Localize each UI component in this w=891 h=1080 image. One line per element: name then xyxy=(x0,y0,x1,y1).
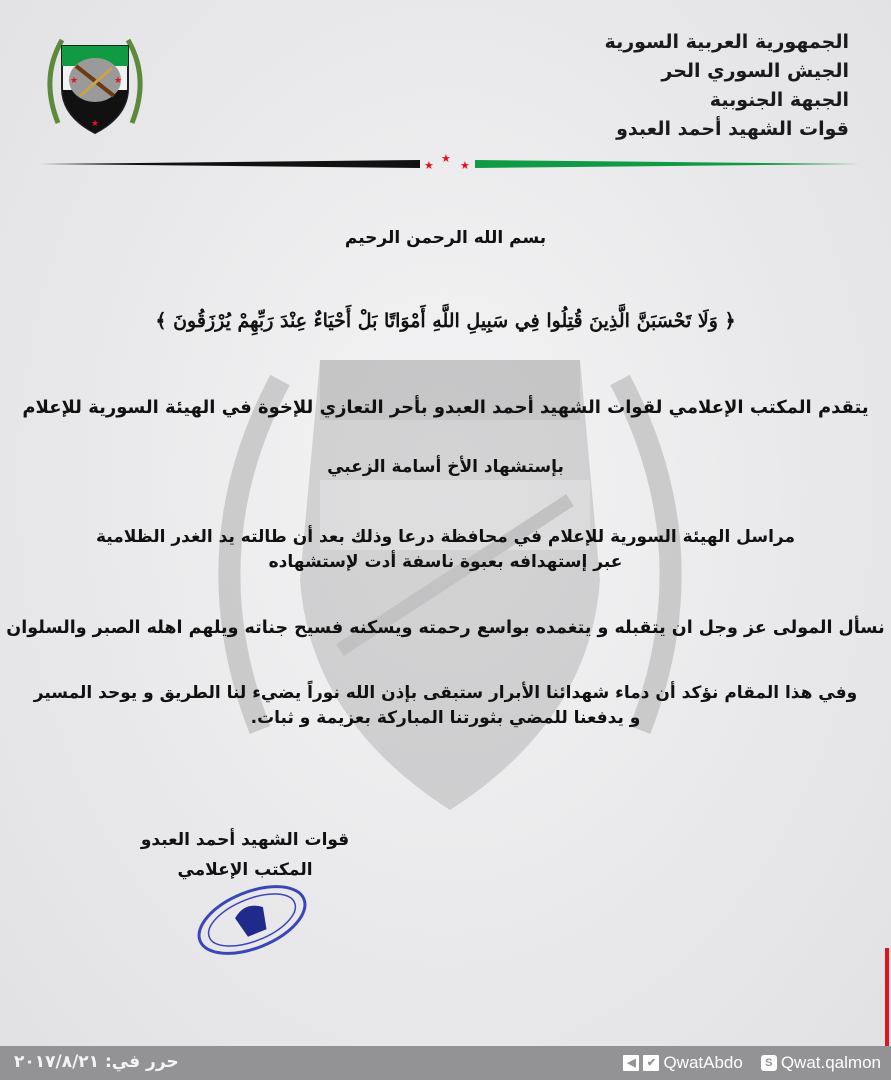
header-line-front: الجبهة الجنوبية xyxy=(709,89,849,111)
details-line-1: مراسل الهيئة السورية للإعلام في محافظة درعا وذلك بعد أن طالته يد الغدر الظلامية xyxy=(95,527,796,547)
svg-text:★: ★ xyxy=(70,76,79,86)
basmala: بسم الله الرحمن الرحيم xyxy=(344,228,547,248)
header-line-brigade: قوات الشهيد أحمد العبدو xyxy=(616,118,849,140)
divider-green-bar xyxy=(475,160,860,168)
signature-brigade: قوات الشهيد أحمد العبدو xyxy=(140,830,350,850)
svg-text:★: ★ xyxy=(114,76,123,86)
header-line-army: الجيش السوري الحر xyxy=(661,60,849,82)
star-icon: ★ xyxy=(441,152,451,165)
details-line-2: عبر إستهدافه بعبوة ناسفة أدت لإستشهاده xyxy=(268,552,623,572)
telegram-icon[interactable]: ◀ xyxy=(623,1055,639,1071)
skype-icon[interactable]: S xyxy=(761,1055,777,1071)
footer-bar xyxy=(0,1046,891,1080)
signature-office: المكتب الإعلامي xyxy=(177,860,313,880)
emblem-watermark xyxy=(170,250,730,850)
issue-date: حرر في: ٢٠١٧/٨/٢١ xyxy=(14,1052,179,1072)
accent-bar xyxy=(885,948,889,1046)
condolence-paragraph: يتقدم المكتب الإعلامي لقوات الشهيد أحمد العبدو بأحر التعازي للإخوة في الهيئة السورية للإعلام xyxy=(22,397,869,418)
skype-handle[interactable]: Qwat.qalmon xyxy=(780,1053,881,1072)
header-line-country: الجمهورية العربية السورية xyxy=(604,31,849,53)
martyr-name-line: بإستشهاد الأخ أسامة الزعبي xyxy=(327,457,564,477)
star-icon: ★ xyxy=(460,159,470,172)
prayer-paragraph: نسأل المولى عز وجل ان يتقبله و يتغمده بواسع رحمته ويسكنه فسيح جناته ويلهم اهله الصبر والسلوان xyxy=(6,618,885,638)
official-stamp xyxy=(192,882,312,957)
divider-black-bar xyxy=(40,160,420,168)
twitter-handle[interactable]: QwatAbdo xyxy=(663,1053,743,1072)
quran-verse: ﴿ وَلَا تَحْسَبَنَّ الَّذِينَ قُتِلُوا فِي سَبِيلِ اللَّهِ أَمْوَاتًا بَلْ أَحْيَاءٌ عِنْدَ رَبِّهِمْ يُرْزَقُونَ ﴾ xyxy=(155,310,736,332)
closing-line-2: و يدفعنا للمضي بثورتنا المباركة بعزيمة و ثبات. xyxy=(250,708,641,728)
star-icon: ★ xyxy=(424,159,434,172)
brigade-logo xyxy=(40,18,150,143)
twitter-icon[interactable]: ✔ xyxy=(643,1055,659,1071)
svg-text:★: ★ xyxy=(91,119,100,129)
social-handles xyxy=(623,1053,881,1073)
header-titles xyxy=(469,28,849,144)
closing-line-1: وفي هذا المقام نؤكد أن دماء شهدائنا الأبرار ستبقى بإذن الله نوراً يضيء لنا الطريق و يوحد المسير xyxy=(33,683,858,703)
flag-divider xyxy=(20,152,871,172)
